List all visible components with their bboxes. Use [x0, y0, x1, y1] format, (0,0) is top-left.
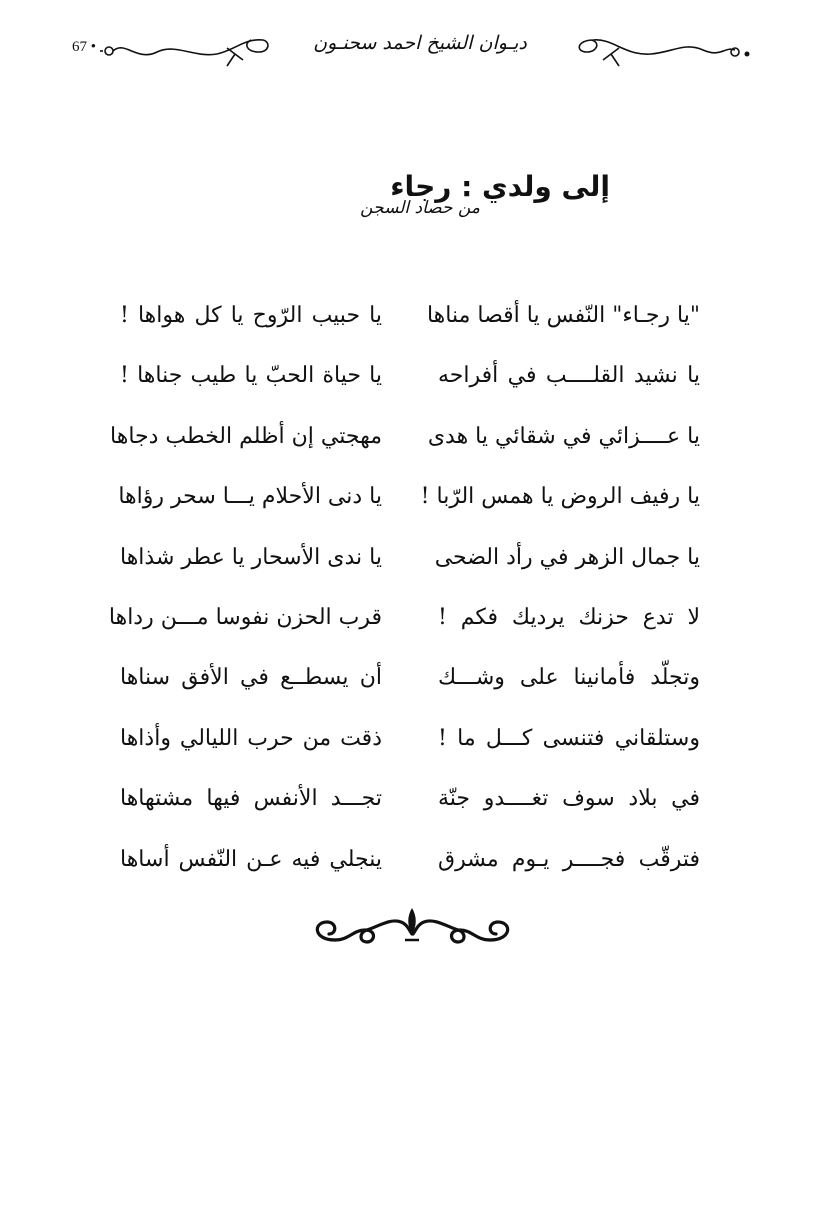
verse: [120, 292, 700, 352]
verse-second-hemistich: مهجتي إن أظلم الخطب دجاها: [110, 423, 382, 449]
flourish-right-icon: [573, 28, 753, 68]
verse: [120, 352, 700, 412]
ornament-divider-icon: [305, 900, 520, 955]
verse-first-hemistich: فترقّب فجــــر يـوم مشرق: [438, 846, 700, 872]
verse: [120, 534, 700, 594]
verse-first-hemistich: في بلاد سوف تغــــدو جنّة: [438, 786, 700, 812]
poem-body: [108, 292, 700, 896]
verse-second-hemistich: يا ندى الأسحار يا عطر شذاها: [120, 544, 382, 570]
verse-second-hemistich: يا دنى الأحلام يـــا سحر رؤاها: [118, 484, 382, 510]
poem-title: إلى ولدي : رجاء: [390, 170, 610, 203]
verse-second-hemistich: ذقت من حرب الليالي وأذاها: [120, 725, 382, 751]
verse: [120, 836, 700, 896]
verse: [120, 715, 700, 775]
page-number: 67 •: [72, 39, 97, 55]
verse-second-hemistich: يا حياة الحبّ يا طيب جناها !: [120, 363, 382, 389]
verse-first-hemistich: يا جمال الزهر في رأد الضحى: [434, 544, 700, 570]
verse-first-hemistich: يا رفيف الروض يا همس الرّبا !: [420, 484, 700, 510]
verse-first-hemistich: "يا رجـاء" النّفس يا أقصا مناها: [426, 303, 700, 328]
running-title: ديـوان الشيخ احمد سحنـون: [313, 32, 527, 54]
poem-subtitle: من حصاد السجن: [360, 198, 480, 218]
verse-first-hemistich: وتجلّد فأمانينا على وشـــك: [438, 665, 700, 691]
poem-title-block: [240, 170, 610, 240]
verse-second-hemistich: قرب الحزن نفوسا مـــن رداها: [108, 604, 382, 630]
flourish-left-icon: [95, 28, 270, 68]
verse-first-hemistich: يا عــــزائي في شقائي يا هدى: [427, 423, 700, 449]
verse: [110, 413, 700, 473]
verse-first-hemistich: لا تدع حزنك يرديك فكم !: [438, 604, 700, 630]
verse-second-hemistich: تجـــد الأنفس فيها مشتهاها: [120, 786, 382, 812]
verse-first-hemistich: وستلقاني فتنسى كـــل ما !: [438, 725, 700, 751]
verse: [120, 654, 700, 714]
page-header: [0, 22, 822, 72]
verse: [108, 594, 700, 654]
verse-second-hemistich: ينجلي فيه عـن النّفس أساها: [120, 846, 382, 872]
verse-second-hemistich: أن يسطــع في الأفق سناها: [120, 665, 382, 691]
verse: [120, 473, 700, 533]
verse-second-hemistich: يا حبيب الرّوح يا كل هواها !: [120, 303, 382, 328]
verse: [120, 775, 700, 835]
verse-first-hemistich: يا نشيد القلــــب في أفراحه: [438, 363, 700, 389]
